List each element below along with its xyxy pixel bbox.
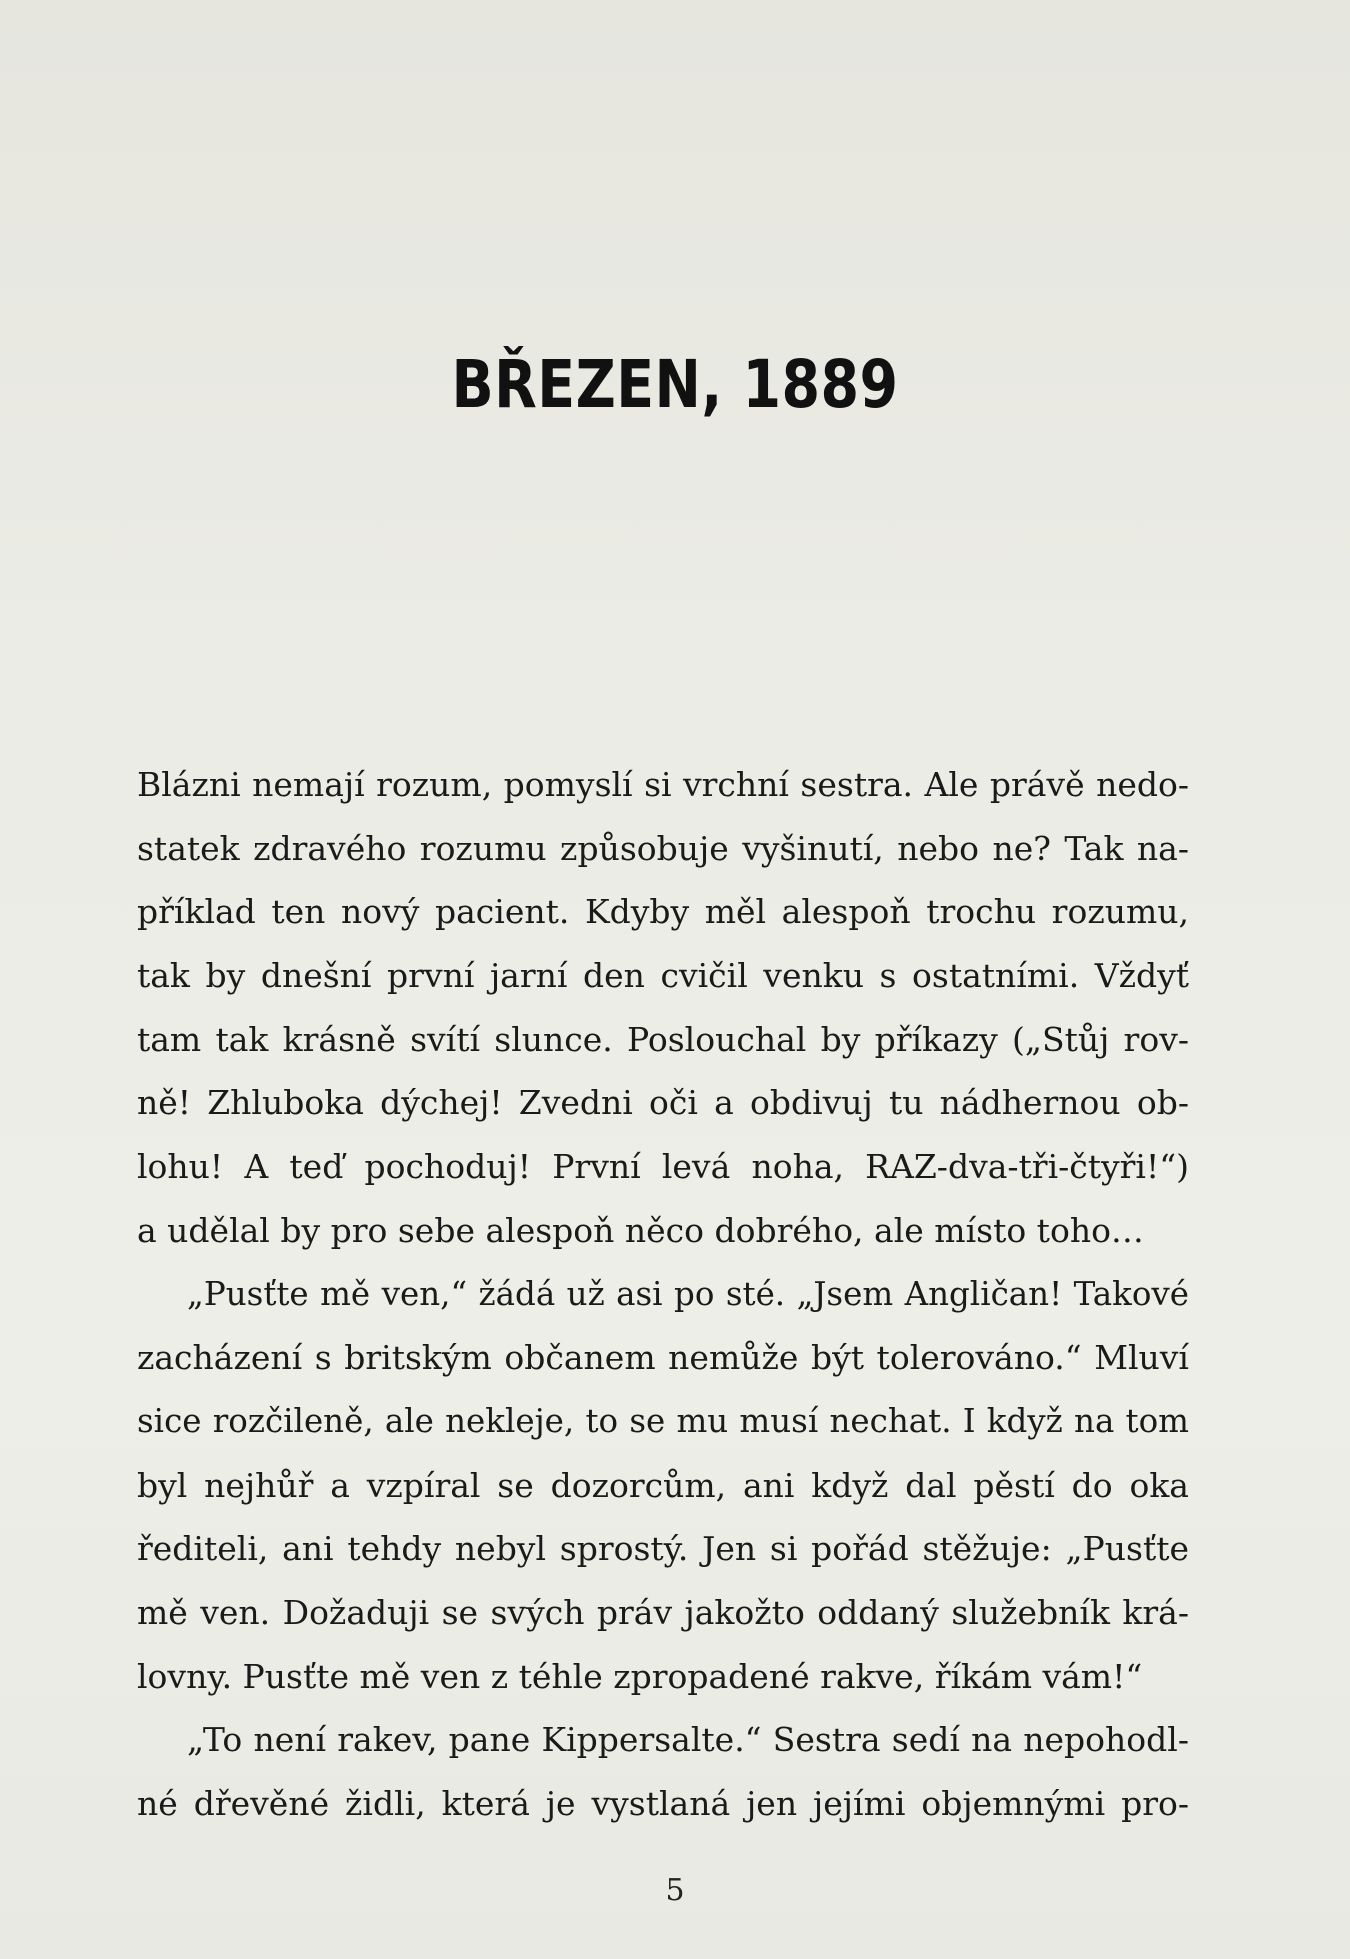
text-line: řediteli, ani tehdy nebyl sprostý. Jen si pořád stěžuje: „Pusťte [137, 1529, 1189, 1569]
text-line: lovny. Pusťte mě ven z téhle zpropadené rakve, říkám vám!“ [137, 1656, 1143, 1696]
page-number: 5 [665, 1873, 685, 1908]
text-line: „To není rakev, pane Kippersalte.“ Sestra sedí na nepohodl- [187, 1720, 1189, 1760]
text-line: byl nejhůř a vzpíral se dozorcům, ani když dal pěstí do oka [137, 1465, 1189, 1505]
text-line: ně! Zhluboka dýchej! Zvedni oči a obdivuj tu nádhernou ob- [137, 1083, 1189, 1123]
text-line: tam tak krásně svítí slunce. Poslouchal by příkazy („Stůj rov- [137, 1019, 1189, 1059]
text-line: tak by dnešní první jarní den cvičil venku s ostatními. Vždyť [137, 956, 1189, 996]
text-line: statek zdravého rozumu způsobuje vyšinutí, nebo ne? Tak na- [137, 828, 1189, 868]
text-line: lohu! A teď pochoduj! První levá noha, RAZ-dva-tři-čtyři!“) [137, 1147, 1189, 1187]
text-line: mě ven. Dožaduji se svých práv jakožto oddaný služebník krá- [137, 1592, 1189, 1632]
text-line: né dřevěné židli, která je vystlaná jen jejími objemnými pro- [137, 1784, 1189, 1823]
text-line: sice rozčileně, ale nekleje, to se mu musí nechat. I když na tom [137, 1401, 1189, 1440]
text-line: příklad ten nový pacient. Kdyby měl alespoň trochu rozumu, [137, 892, 1189, 932]
body-text [137, 753, 1189, 1836]
chapter-title: BŘEZEN, 1889 [451, 346, 899, 423]
text-line: a udělal by pro sebe alespoň něco dobrého, ale místo toho… [137, 1210, 1144, 1250]
text-line: Blázni nemají rozum, pomyslí si vrchní sestra. Ale právě nedo- [137, 765, 1189, 804]
text-line: zacházení s britským občanem nemůže být tolerováno.“ Mluví [137, 1338, 1189, 1378]
text-line: „Pusťte mě ven,“ žádá už asi po sté. „Jsem Angličan! Takové [187, 1274, 1189, 1313]
